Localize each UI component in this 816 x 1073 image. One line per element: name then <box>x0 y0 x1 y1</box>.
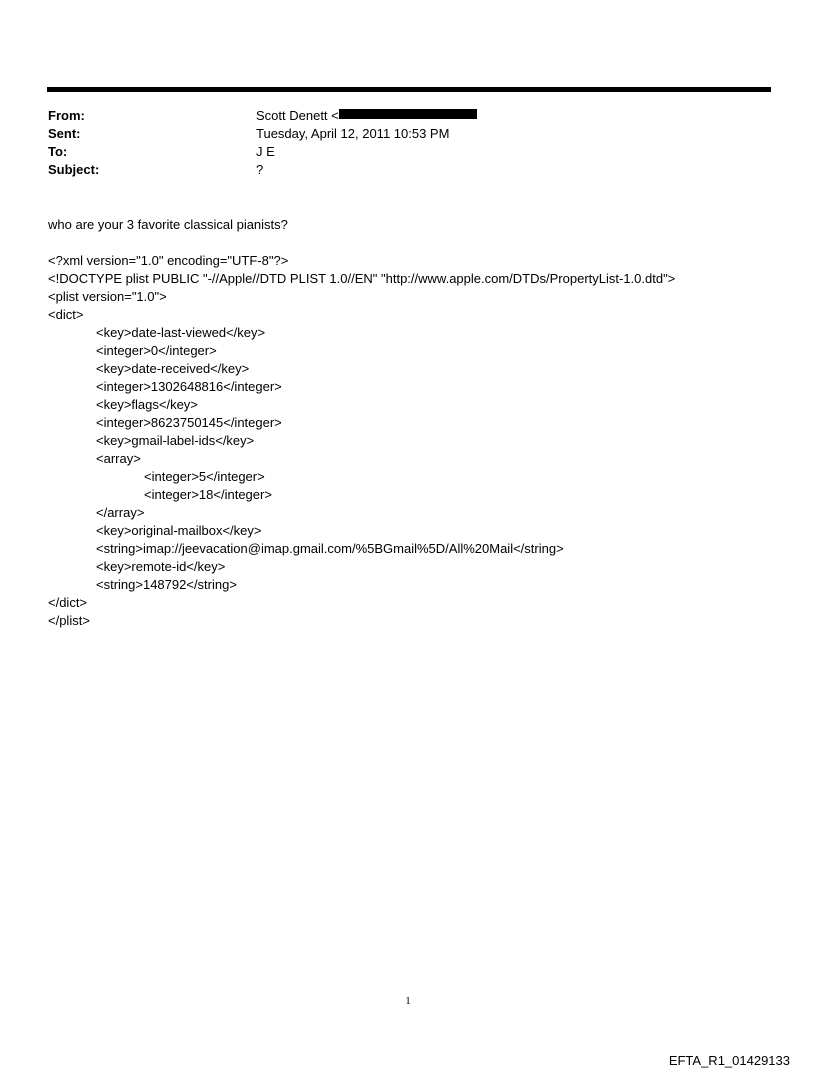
plist-line: <integer>0</integer> <box>96 343 217 358</box>
plist-line: <key>flags</key> <box>96 397 198 412</box>
from-row <box>48 107 748 125</box>
plist-line: </plist> <box>48 613 90 628</box>
plist-line: <integer>8623750145</integer> <box>96 415 282 430</box>
plist-line: <key>gmail-label-ids</key> <box>96 433 255 448</box>
plist-line: <plist version="1.0"> <box>48 289 167 304</box>
subject-label: Subject: <box>48 162 100 177</box>
to-value: J E <box>256 144 275 159</box>
from-name: Scott Denett < <box>256 108 339 123</box>
sent-value: Tuesday, April 12, 2011 10:53 PM <box>256 126 450 141</box>
plist-line: <?xml version="1.0" encoding="UTF-8"?> <box>48 253 289 268</box>
plist-line: <key>date-received</key> <box>96 361 250 376</box>
page-number: 1 <box>405 995 411 1007</box>
plist-line: <integer>18</integer> <box>144 487 272 502</box>
subject-value: ? <box>256 162 264 177</box>
sent-row <box>48 125 748 143</box>
plist-line: </dict> <box>48 595 88 610</box>
email-header <box>48 107 748 179</box>
plist-line: <integer>1302648816</integer> <box>96 379 282 394</box>
email-body <box>48 216 788 630</box>
to-row <box>48 143 748 161</box>
plist-line: <array> <box>96 451 141 466</box>
from-value <box>256 107 748 125</box>
plist-line: <!DOCTYPE plist PUBLIC "-//Apple//DTD PLIST 1.0//EN" "http://www.apple.com/DTDs/PropertyList-1.0.dtd"> <box>48 271 676 286</box>
plist-line: </array> <box>96 505 145 520</box>
plist-line: <string>imap://jeevacation@imap.gmail.com/%5BGmail%5D/All%20Mail</string> <box>96 541 564 556</box>
plist-line: <dict> <box>48 307 84 322</box>
plist-line: <integer>5</integer> <box>144 469 265 484</box>
plist-line: <key>original-mailbox</key> <box>96 523 262 538</box>
header-rule <box>47 87 771 92</box>
to-label: To: <box>48 144 68 159</box>
plist-line: <key>date-last-viewed</key> <box>96 325 266 340</box>
plist-line: <string>148792</string> <box>96 577 237 592</box>
plist-line: <key>remote-id</key> <box>96 559 226 574</box>
sent-label: Sent: <box>48 126 81 141</box>
body-question: who are your 3 favorite classical pianists? <box>48 217 288 232</box>
document-id: EFTA_R1_01429133 <box>668 1053 790 1068</box>
redaction-bar <box>339 109 477 119</box>
subject-row <box>48 161 748 179</box>
from-label: From: <box>48 108 85 123</box>
